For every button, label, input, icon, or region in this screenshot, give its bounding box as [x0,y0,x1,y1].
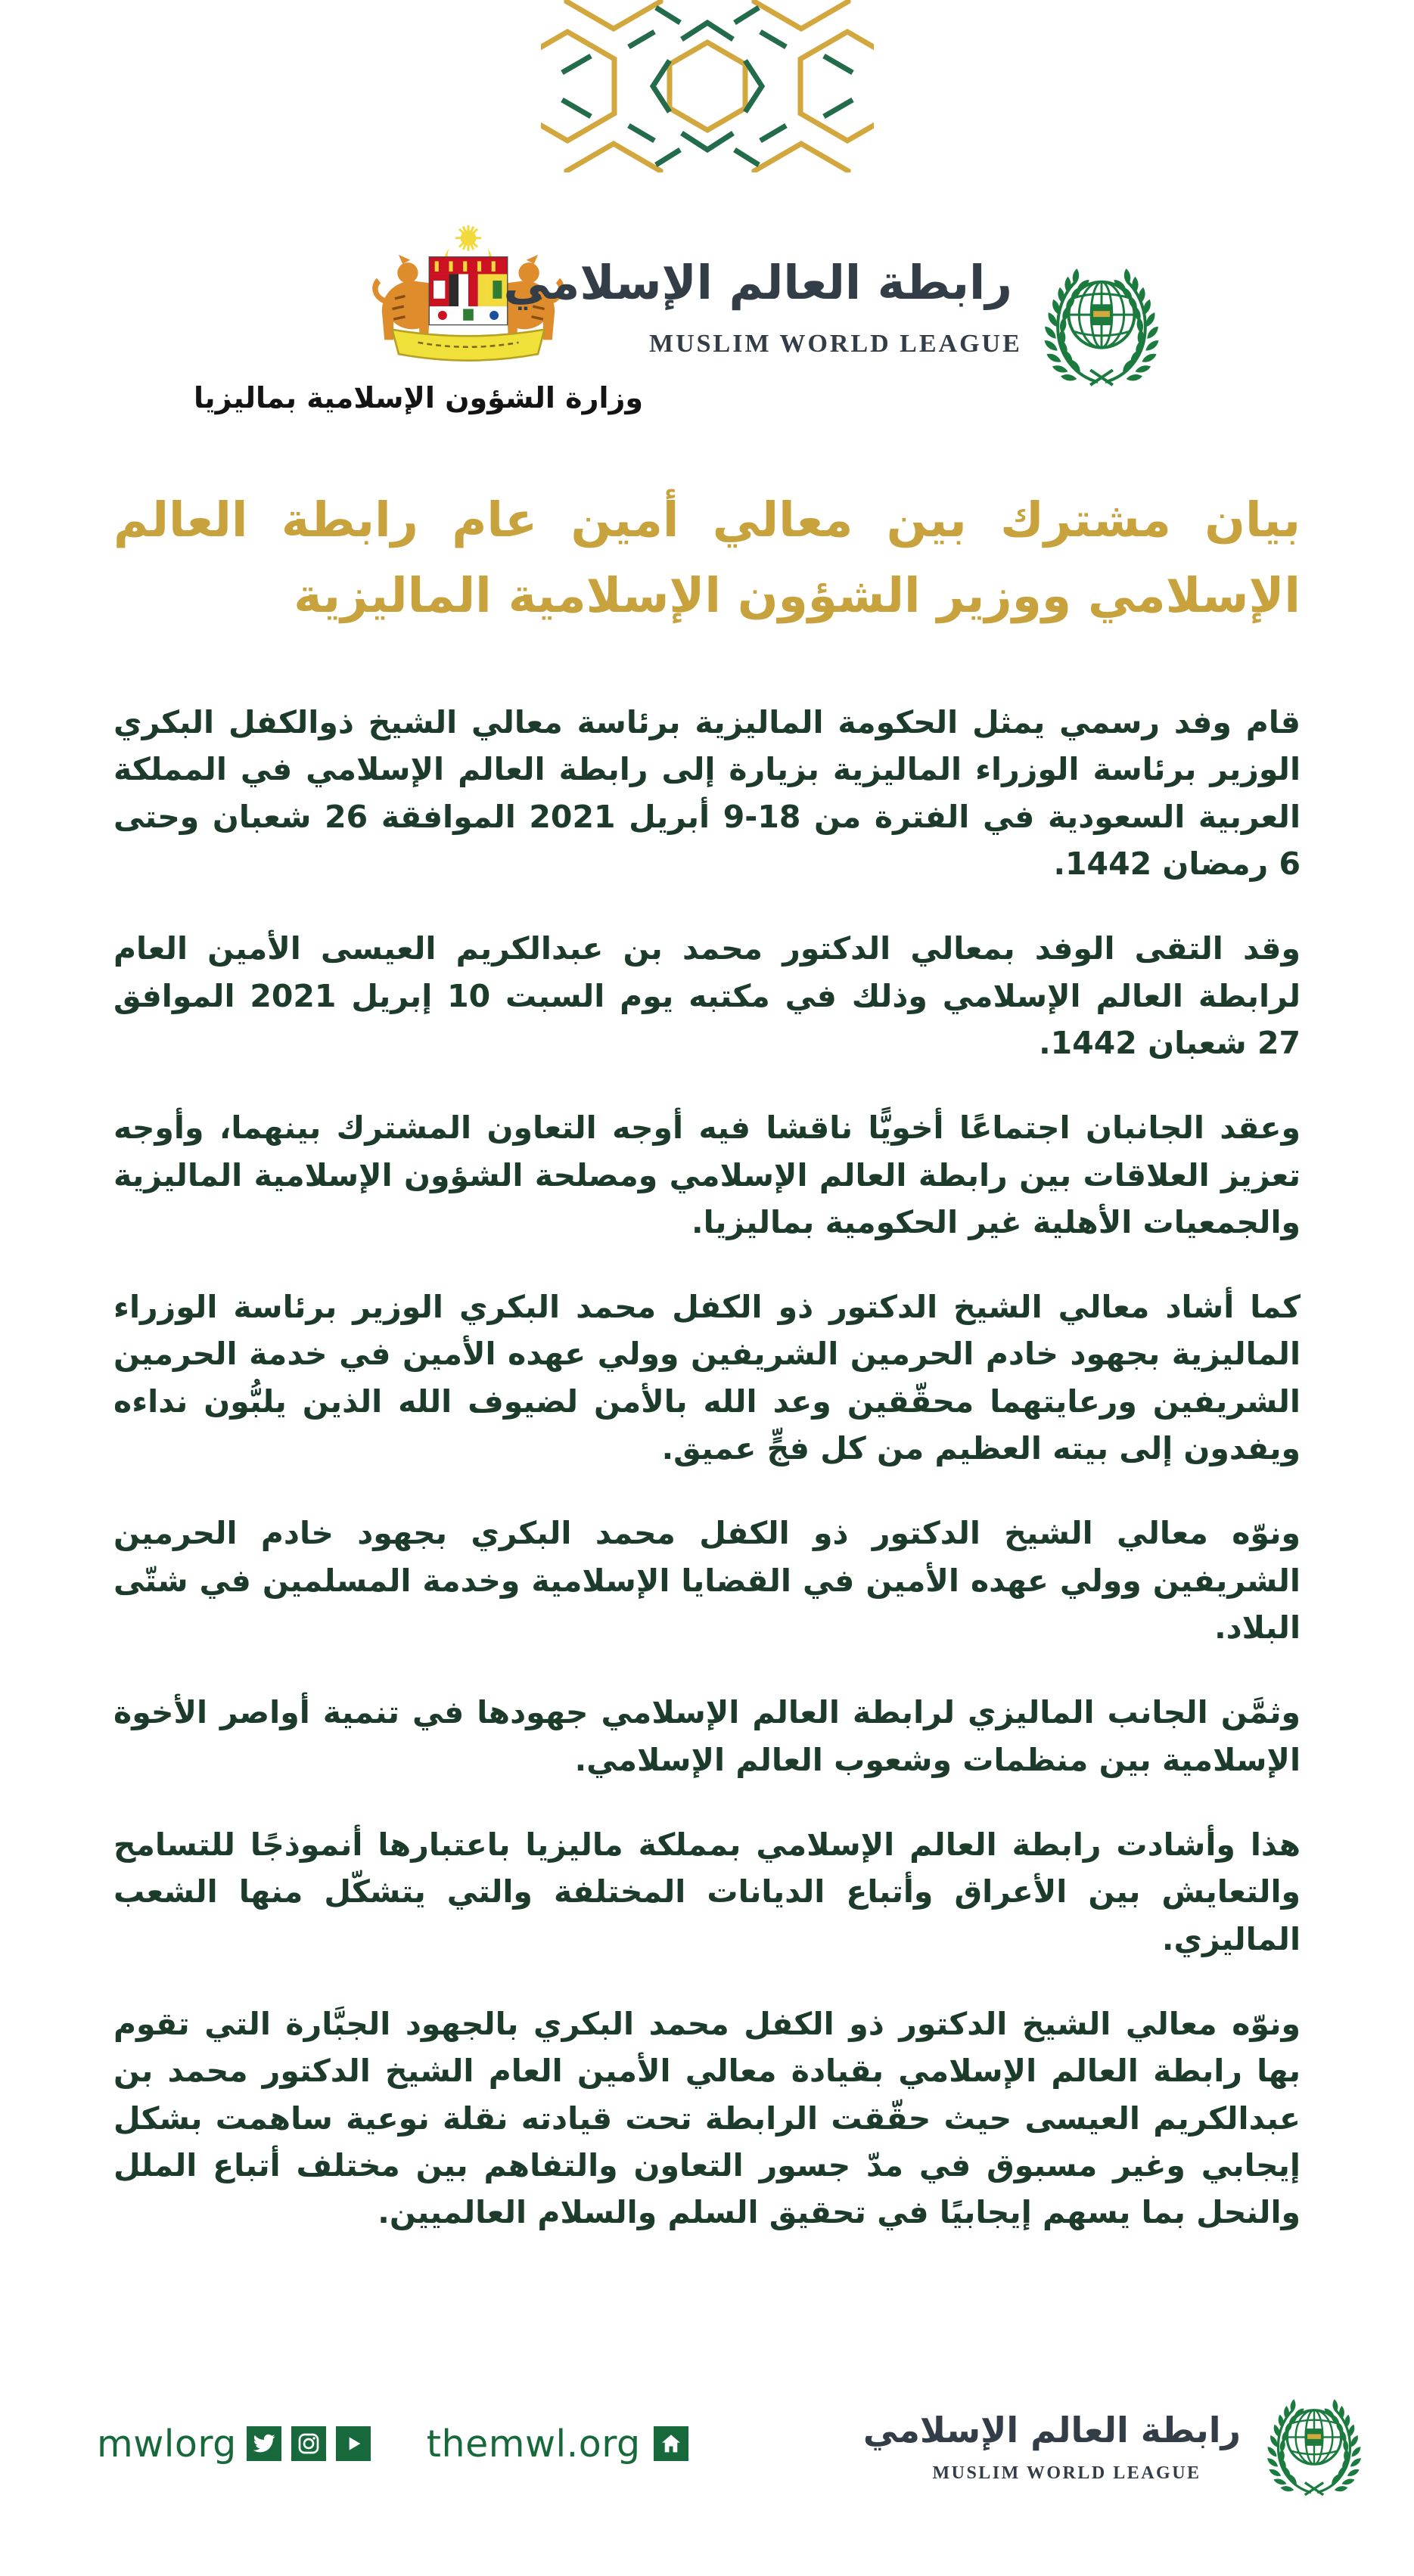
mwl-arabic-calligraphy: رابطة العالم الإسلامي [862,2410,1241,2451]
statement-paragraph: وقد التقى الوفد بمعالي الدكتور محمد بن عبدالكريم العيسى الأمين العام لرابطة العالم الإسلامي وذلك في مكتبه يوم السبت 10 إبريل 2021 الموافق 27 شعبان 1442. [113,930,1301,1061]
statement-body [113,699,1301,2273]
youtube-icon[interactable] [336,2426,371,2461]
statement-paragraph: وعقد الجانبان اجتماعًا أخويًّا ناقشا فيه أوجه التعاون المشترك بينهما، وأوجه تعزيز العلاقات بين رابطة العالم الإسلامي ومصلحة الشؤون الإسلامية الماليزية والجمعيات الأهلية غير الحكومية بماليزيا. [113,1110,1301,1240]
malaysia-ministry-caption: وزارة الشؤون الإسلامية بماليزيا [194,381,643,414]
footer-social-bar [97,2419,688,2469]
instagram-icon[interactable] [291,2426,326,2461]
statement-paragraph: قام وفد رسمي يمثل الحكومة الماليزية برئاسة معالي الشيخ ذوالكفل البكري الوزير برئاسة الوزراء الماليزية بزيارة إلى رابطة العالم الإسلامي في المملكة العربية السعودية في الفترة من 18-9 أبريل 2021 الموافقة 26 شعبان وحتى 6 رمضان 1442. [113,704,1301,882]
mwl-wreath-globe-icon [1262,2390,1366,2500]
statement-paragraph: ونوّه معالي الشيخ الدكتور ذو الكفل محمد البكري بجهود خادم الحرمين الشريفين وولي عهده الأمين في القضايا الإسلامية وخدمة المسلمين في شتّى البلاد. [113,1515,1301,1646]
statement-title: بيان مشترك بين معالي أمين عام رابطة العالم الإسلامي ووزير الشؤون الإسلامية الماليزية [113,492,1301,623]
banner-scroll [392,330,544,361]
shield [430,257,507,324]
home-icon[interactable] [654,2426,688,2461]
statement-paragraph: كما أشاد معالي الشيخ الدكتور ذو الكفل محمد البكري الوزير برئاسة الوزراء الماليزية بجهود خادم الحرمين الشريفين وولي عهده الأمين في خدمة الحرمين الشريفين ورعايتهما محقّقين وعد الله بالأمن لضيوف الله الذين يلبُّون نداءه ويفدون إلى بيته العظيم من كل فجٍّ عميق. [113,1289,1301,1467]
tiger-supporter [372,255,430,340]
twitter-icon[interactable] [247,2426,281,2461]
mwl-arabic-calligraphy: رابطة العالم الإسلامي [503,255,1012,310]
mwl-english-wordmark: MUSLIM WORLD LEAGUE [932,2463,1201,2483]
mwl-wreath-globe-icon [1038,257,1165,392]
social-handle[interactable]: mwlorg [97,2422,237,2466]
hexagon-pattern-ornament [541,0,874,172]
statement-paragraph: هذا وأشادت رابطة العالم الإسلامي بمملكة ماليزيا باعتبارها أنموذجًا للتسامح والتعايش بين الأعراق وأتباع الديانات المختلفة والتي يتشكّل منها الشعب الماليزي. [113,1826,1301,1957]
footer-mwl-logo [862,2390,1392,2500]
mwl-logo [503,251,1022,358]
website-link[interactable]: themwl.org [426,2422,641,2466]
statement-paragraph: ونوّه معالي الشيخ الدكتور ذو الكفل محمد البكري بالجهود الجبَّارة التي تقوم بها رابطة العالم الإسلامي بقيادة معالي الأمين العام الشيخ الدكتور محمد بن عبدالكريم العيسى حيث حقّقت الرابطة تحت قيادته نقلة نوعية ساهمت بشكل إيجابي وغير مسبوق في مدّ جسور التعاون والتفاهم بين مختلف أتباع الملل والنحل بما يسهم إيجابيًا في تحقيق السلم والسلام العالميين. [113,2005,1301,2231]
mwl-english-wordmark: MUSLIM WORLD LEAGUE [649,329,1022,358]
statement-paragraph: وثمَّن الجانب الماليزي لرابطة العالم الإسلامي جهودها في تنمية أواصر الأخوة الإسلامية بين منظمات وشعوب العالم الإسلامي. [113,1694,1301,1778]
